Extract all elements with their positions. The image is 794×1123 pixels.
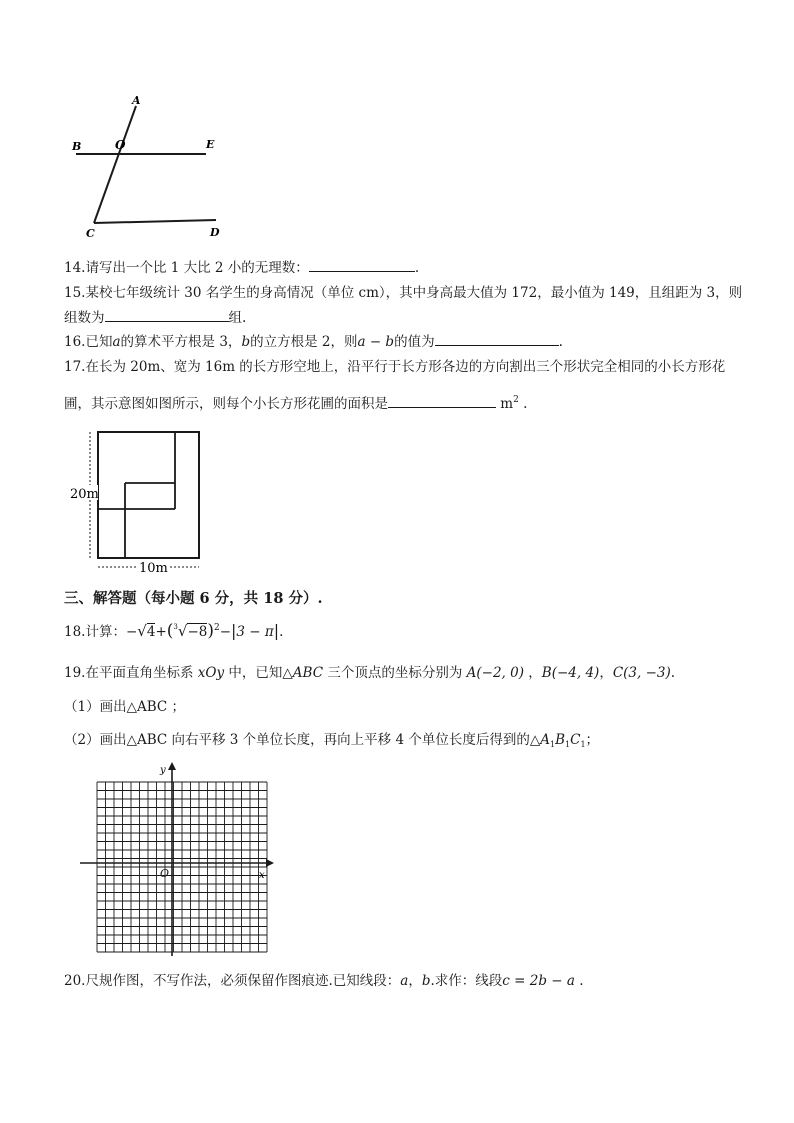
figure-parallel-lines [60,92,230,242]
answer-blank-15[interactable] [105,308,229,322]
outer-rectangle [98,432,199,558]
figure-garden [64,425,214,580]
question-15-line1: 15.某校七年级统计 30 名学生的身高情况（单位 cm），其中身高最大值为 172，最小值为 149，且组距为 3，则 [64,285,743,301]
label-d: D [210,226,220,239]
line-ac [94,106,136,223]
question-20: 20.尺规作图，不写作法，必须保留作图痕迹.已知线段：a，b.求作：线段c = 2b − a . [64,973,584,989]
label-20m: 20m [70,487,99,502]
answer-blank-17[interactable] [388,394,496,408]
y-axis-label: y [160,765,166,776]
question-14: 14.请写出一个比 1 大比 2 小的无理数： . [64,260,420,276]
question-18: 18.计算：$-√4+(^3√-8)^2-|3 - \pi|$. [64,621,284,641]
section-heading: 三、解答题（每小题 6 分，共 18 分）. [64,590,323,607]
answer-blank-16[interactable] [435,332,559,346]
label-o: O [115,138,126,152]
question-17-line1: 17.在长为 20m、宽为 16m 的长方形空地上，沿平行于长方形各边的方向割出三个形状完全相同的小长方形花 [64,359,726,375]
label-10m: 10m [139,561,168,576]
question-19-part2: （2）画出△ABC 向右平移 3 个单位长度，再向上平移 4 个单位长度后得到的$\triangle A_1B_1C_1$； [64,732,600,749]
question-15-line2: 组数为 组. [64,310,247,326]
label-c: C [86,227,95,240]
x-axis-arrow-icon [266,859,274,867]
answer-blank-14[interactable] [309,258,415,272]
y-axis-arrow-icon [168,762,176,770]
line-cd [94,220,216,223]
label-a: A [132,94,141,107]
label-e: E [206,138,215,151]
question-19: 19.在平面直角坐标系 xOy 中，已知△ABC 三个顶点的坐标分别为 A(−2, 0) ，B(−4, 4)，C(3, −3). [64,665,676,681]
origin-label: O [160,867,170,880]
question-17-line2: 圃，其示意图如图所示，则每个小长方形花圃的面积是 $m^2$ . [64,395,528,412]
x-axis-label: x [259,870,265,881]
label-b: B [72,140,82,153]
coordinate-grid[interactable] [80,760,280,960]
question-16: 16.已知a的算术平方根是 3，b的立方根是 2，则a − b的值为 . [64,334,563,350]
grid-lines [97,782,267,952]
question-19-part1: （1）画出△ABC ； [64,699,186,715]
